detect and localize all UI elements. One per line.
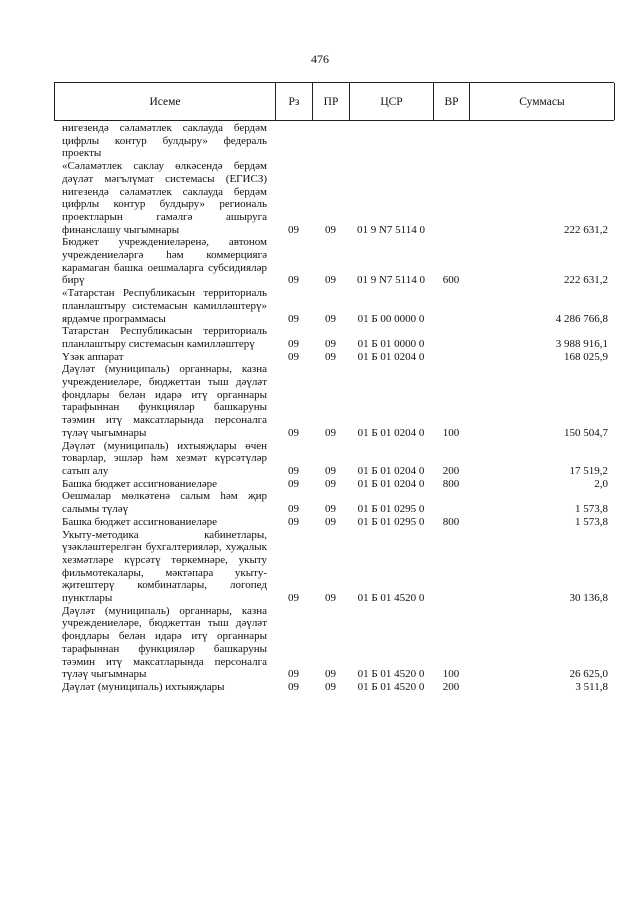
row-csr-cell	[349, 490, 433, 515]
row-pr-cell	[312, 160, 349, 236]
row-vr-cell	[433, 529, 469, 605]
table-row	[54, 363, 614, 439]
row-vr: 600	[442, 274, 460, 287]
row-csr-cell	[349, 160, 433, 236]
row-sum: 1 573,8	[575, 515, 608, 528]
row-vr-cell	[433, 440, 469, 478]
row-pr: 09	[325, 426, 336, 439]
row-sum: 150 504,7	[564, 426, 608, 439]
row-csr-cell	[349, 122, 433, 160]
row-name-cell	[54, 351, 275, 364]
row-name: нигезендә сәламәтлек саклауда бердәм цифрлы контур булдыру» федераль проекты	[62, 122, 267, 160]
row-name-cell	[54, 287, 275, 325]
row-vr: 800	[442, 515, 460, 528]
row-sum: 17 519,2	[569, 464, 608, 477]
table-row	[54, 516, 614, 529]
row-pr: 09	[325, 223, 336, 236]
table-row	[54, 681, 614, 694]
row-csr-cell	[349, 236, 433, 287]
table-row	[54, 351, 614, 364]
row-sum-cell	[469, 236, 614, 287]
row-rz-cell	[275, 478, 312, 491]
row-pr: 09	[325, 337, 336, 350]
row-pr: 09	[325, 464, 336, 477]
row-name-cell	[54, 529, 275, 605]
row-pr-cell	[312, 236, 349, 287]
row-name: Бюджет учреждениеләренә, автоном учреждениеләргә һәм коммерциягә карамаган башка оешмаларга субсидияләр бирү	[62, 236, 267, 287]
row-sum: 3 511,8	[575, 680, 608, 693]
row-name-cell	[54, 516, 275, 529]
row-pr-cell	[312, 122, 349, 160]
row-pr-cell	[312, 516, 349, 529]
row-sum-cell	[469, 363, 614, 439]
row-name-cell	[54, 325, 275, 350]
row-vr-cell	[433, 363, 469, 439]
row-pr-cell	[312, 287, 349, 325]
row-vr-cell	[433, 681, 469, 694]
row-pr: 09	[325, 592, 336, 605]
row-name: Дәүләт (муниципаль) органнары, казна учреждениеләре, бюджеттан тыш дәүләт фондлары белән идарә итү органнары тарафыннан функцияләр башкаруны тәэмин итү максатларында персоналга түләү чыгымнары	[62, 363, 267, 439]
row-sum-cell	[469, 490, 614, 515]
row-rz: 09	[288, 426, 299, 439]
row-vr-cell	[433, 351, 469, 364]
row-sum-cell	[469, 529, 614, 605]
row-pr: 09	[325, 668, 336, 681]
row-csr-cell	[349, 478, 433, 491]
table-body	[54, 122, 614, 694]
row-rz-cell	[275, 516, 312, 529]
row-sum: 4 286 766,8	[555, 312, 608, 325]
row-vr-cell	[433, 490, 469, 515]
row-sum-cell	[469, 440, 614, 478]
table-row	[54, 325, 614, 350]
row-sum-cell	[469, 605, 614, 681]
row-vr-cell	[433, 325, 469, 350]
row-name: Башка бюджет ассигнованиеләре	[62, 515, 217, 528]
row-sum-cell	[469, 478, 614, 491]
row-pr-cell	[312, 490, 349, 515]
row-name-cell	[54, 490, 275, 515]
row-rz: 09	[288, 668, 299, 681]
row-csr-cell	[349, 529, 433, 605]
row-sum: 1 573,8	[575, 503, 608, 516]
row-name-cell	[54, 440, 275, 478]
table-row	[54, 122, 614, 160]
row-csr: 01 Б 01 0204 0	[357, 350, 425, 363]
row-rz-cell	[275, 160, 312, 236]
row-rz-cell	[275, 605, 312, 681]
row-csr-cell	[349, 325, 433, 350]
row-rz: 09	[288, 223, 299, 236]
row-rz-cell	[275, 236, 312, 287]
row-name: «Татарстан Республикасын территориаль планлаштыру системасын камилләштерү» ярдәмче программасы	[62, 287, 267, 325]
row-csr: 01 9 N7 5114 0	[356, 223, 426, 236]
header-rz: Рз	[276, 83, 313, 120]
row-name-cell	[54, 122, 275, 160]
row-rz-cell	[275, 440, 312, 478]
row-sum-cell	[469, 516, 614, 529]
row-name-cell	[54, 681, 275, 694]
row-vr-cell	[433, 122, 469, 160]
row-rz: 09	[288, 503, 299, 516]
row-pr-cell	[312, 351, 349, 364]
row-pr: 09	[325, 274, 336, 287]
row-sum-cell	[469, 681, 614, 694]
row-rz: 09	[288, 592, 299, 605]
row-sum: 2,0	[594, 477, 608, 490]
row-rz: 09	[288, 680, 299, 693]
row-vr-cell	[433, 605, 469, 681]
row-pr: 09	[325, 503, 336, 516]
row-rz: 09	[288, 274, 299, 287]
row-rz-cell	[275, 122, 312, 160]
row-sum-cell	[469, 160, 614, 236]
row-pr-cell	[312, 681, 349, 694]
row-vr-cell	[433, 160, 469, 236]
row-rz-cell	[275, 351, 312, 364]
table-header	[54, 82, 614, 121]
row-csr-cell	[349, 681, 433, 694]
row-sum: 222 631,2	[564, 223, 608, 236]
table-row	[54, 490, 614, 515]
row-sum: 30 136,8	[569, 592, 608, 605]
row-sum: 222 631,2	[564, 274, 608, 287]
row-pr-cell	[312, 605, 349, 681]
table-row	[54, 287, 614, 325]
row-pr-cell	[312, 478, 349, 491]
header-vr: ВР	[434, 83, 470, 120]
table-row	[54, 440, 614, 478]
row-csr-cell	[349, 351, 433, 364]
row-vr-cell	[433, 287, 469, 325]
row-sum-cell	[469, 351, 614, 364]
row-rz-cell	[275, 325, 312, 350]
row-csr: 01 Б 01 0204 0	[357, 464, 425, 477]
row-rz: 09	[288, 477, 299, 490]
table-row	[54, 160, 614, 236]
row-vr-cell	[433, 516, 469, 529]
row-name: Башка бюджет ассигнованиеләре	[62, 477, 217, 490]
row-sum-cell	[469, 287, 614, 325]
row-csr-cell	[349, 516, 433, 529]
page-number: 476	[311, 52, 329, 66]
row-name-cell	[54, 478, 275, 491]
header-sum: Суммасы	[470, 83, 615, 120]
table-row	[54, 236, 614, 287]
row-csr: 01 Б 01 0000 0	[357, 337, 425, 350]
row-csr: 01 Б 01 0204 0	[357, 426, 425, 439]
row-name: Дәүләт (муниципаль) ихтыяҗлары өчен товарлар, эшләр һәм хезмәт күрсәтүләр сатып алу	[62, 439, 267, 477]
budget-table	[54, 82, 614, 694]
row-rz-cell	[275, 681, 312, 694]
row-pr: 09	[325, 350, 336, 363]
row-pr-cell	[312, 529, 349, 605]
table-row	[54, 605, 614, 681]
row-name: Үзәк аппарат	[62, 350, 124, 363]
row-rz-cell	[275, 287, 312, 325]
table-row	[54, 478, 614, 491]
header-name: Исеме	[55, 83, 276, 120]
row-name: Укыту-методика кабинетлары, үзәкләштерелгән бухгалтерияләр, хуҗалык хезмәтләре күрсәтү төркемнәре, укыту фильмотекалары, мәктәпара укыту-җитештерү комбинатлары, логопед пунктлары	[62, 528, 267, 605]
row-csr-cell	[349, 363, 433, 439]
row-vr: 100	[442, 426, 460, 439]
row-csr-cell	[349, 287, 433, 325]
row-name: Татарстан Республикасын территориаль планлаштыру системасын камилләштерү	[62, 325, 267, 350]
row-pr-cell	[312, 363, 349, 439]
table-row	[54, 529, 614, 605]
row-pr-cell	[312, 440, 349, 478]
row-csr-cell	[349, 440, 433, 478]
row-csr: 01 Б 01 4520 0	[357, 668, 425, 681]
row-name: Дәүләт (муниципаль) ихтыяҗлары	[62, 680, 225, 693]
row-rz-cell	[275, 363, 312, 439]
row-name: «Сәламәтлек саклау өлкәсендә бердәм дәүләт мәгълүмат системасы (ЕГИСЗ) нигезендә сәламәтлек саклауда бердәм цифрлы контур булдыру» региональ проектларын гамәлгә ашыруга финанслашу чыгымнары	[62, 160, 267, 236]
row-csr: 01 Б 00 0000 0	[357, 312, 425, 325]
row-pr: 09	[325, 680, 336, 693]
row-pr: 09	[325, 312, 336, 325]
row-csr: 01 Б 01 0295 0	[357, 503, 425, 516]
row-rz: 09	[288, 312, 299, 325]
row-name-cell	[54, 605, 275, 681]
row-rz: 09	[288, 350, 299, 363]
row-csr: 01 Б 01 0295 0	[357, 515, 425, 528]
row-vr-cell	[433, 478, 469, 491]
row-pr-cell	[312, 325, 349, 350]
row-pr: 09	[325, 477, 336, 490]
row-name-cell	[54, 236, 275, 287]
row-vr: 100	[442, 668, 460, 681]
row-vr: 800	[442, 477, 460, 490]
row-name-cell	[54, 363, 275, 439]
row-name: Дәүләт (муниципаль) органнары, казна учреждениеләре, бюджеттан тыш дәүләт фондлары белән идарә итү органнары тарафыннан функцияләр башкаруны тәэмин итү максатларында персоналга түләү чыгымнары	[62, 604, 267, 681]
row-csr: 01 9 N7 5114 0	[356, 274, 426, 287]
row-vr-cell	[433, 236, 469, 287]
row-rz: 09	[288, 464, 299, 477]
row-name: Оешмалар мөлкәтенә салым һәм җир салымы түләү	[62, 490, 267, 516]
row-rz-cell	[275, 490, 312, 515]
row-vr: 200	[442, 680, 460, 693]
row-csr: 01 Б 01 0204 0	[357, 477, 425, 490]
row-rz: 09	[288, 515, 299, 528]
row-rz: 09	[288, 337, 299, 350]
row-pr: 09	[325, 515, 336, 528]
row-rz-cell	[275, 529, 312, 605]
row-name-cell	[54, 160, 275, 236]
header-csr: ЦСР	[350, 83, 434, 120]
row-csr-cell	[349, 605, 433, 681]
row-sum: 26 625,0	[569, 668, 608, 681]
row-csr: 01 Б 01 4520 0	[357, 592, 425, 605]
row-sum-cell	[469, 325, 614, 350]
row-csr: 01 Б 01 4520 0	[357, 680, 425, 693]
row-sum-cell	[469, 122, 614, 160]
header-pr: ПР	[313, 83, 350, 120]
row-vr: 200	[442, 464, 460, 477]
row-sum: 3 988 916,1	[555, 337, 608, 350]
row-sum: 168 025,9	[564, 350, 608, 363]
